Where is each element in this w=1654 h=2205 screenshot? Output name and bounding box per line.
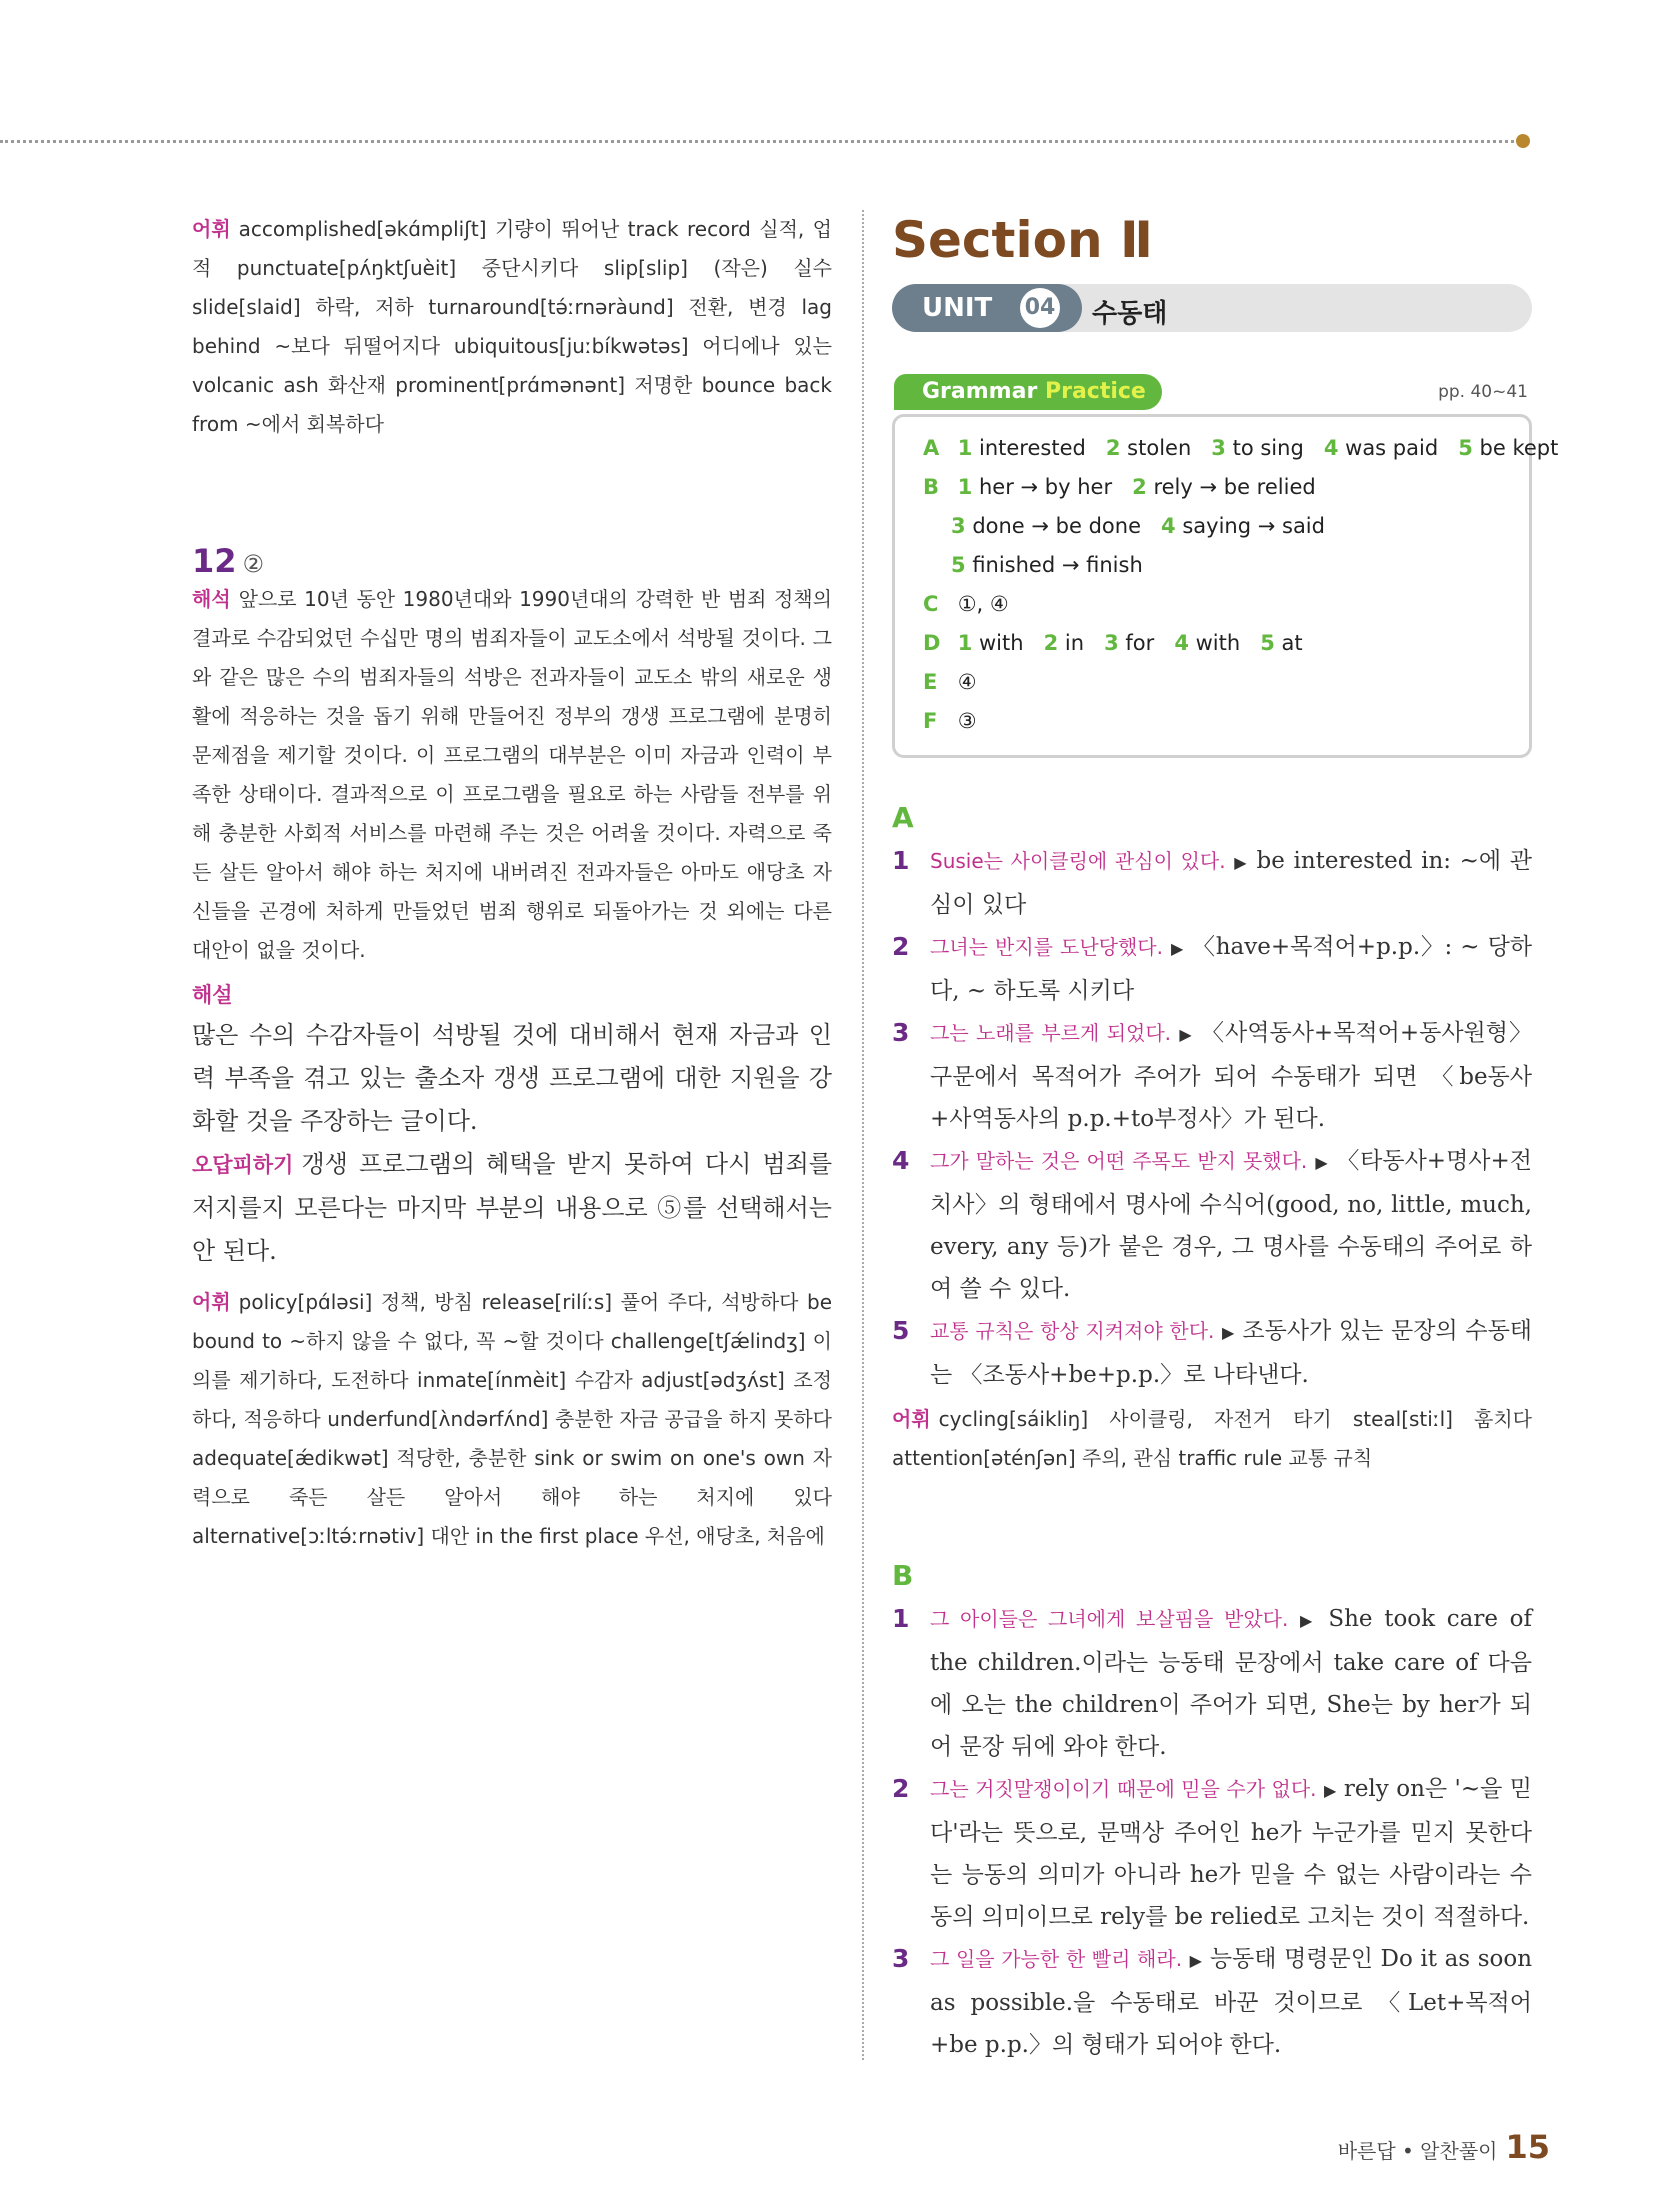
explanation-text: 많은 수의 수감자들이 석방될 것에 대비해서 현재 자금과 인력 부족을 겪고 있는 출소자 갱생 프로그램에 대한 지원을 강화할 것을 주장하는 글이다.	[192, 1021, 832, 1135]
unit-bar	[892, 284, 1532, 332]
part-a-item	[892, 1012, 1532, 1140]
gp-answer: with	[1195, 631, 1241, 655]
part-b-heading: B	[892, 1559, 914, 1592]
part-a-item	[892, 840, 1532, 926]
gp-num: 3	[1104, 631, 1119, 655]
avoid-text: 갱생 프로그램의 혜택을 받지 못하여 다시 범죄를 저지를지 모른다는 마지막 부분의 내용으로 ⑤를 선택해서는 안 된다.	[192, 1150, 832, 1265]
item-korean: 그녀는 반지를 도난당했다.	[930, 935, 1163, 959]
gp-letter: C	[923, 592, 939, 616]
item-number: 2	[892, 932, 910, 961]
gp-num: 4	[1161, 514, 1176, 538]
item-explanation: 〈타동사+명사+전치사〉의 형태에서 명사에 수식어(good, no, little, much, every, any 등)가 붙은 경우, 그 명사를 수동태의 주어로 하여 쓸 수 있다.	[930, 1148, 1532, 1302]
item-korean: 그 아이들은 그녀에게 보살핌을 받았다.	[930, 1607, 1289, 1631]
part-b-item	[892, 1938, 1532, 2066]
item-explanation: rely on은 '~을 믿다'라는 뜻으로, 문맥상 주어인 he가 누군가를 믿지 못한다는 능동의 의미가 아니라 he가 믿을 수 없는 사람이라는 수동의 의미이므로 rely를 be relied로 고치는 것이 적절하다.	[930, 1776, 1532, 1930]
item-number: 3	[892, 1944, 910, 1973]
part-b-item	[892, 1598, 1532, 1768]
gp-answer: finished → finish	[972, 553, 1143, 577]
gp-num: 1	[957, 436, 973, 460]
gp-answer: rely → be relied	[1153, 475, 1316, 499]
grammar-practice-pages: pp. 40~41	[1438, 382, 1528, 402]
item-explanation: 능동태 명령문인 Do it as soon as possible.을 수동태로 바꾼 것이므로 〈Let+목적어+be p.p.〉의 형태가 되어야 한다.	[930, 1946, 1533, 2058]
item-explanation: 조동사가 있는 문장의 수동태는 〈조동사+be+p.p.〉로 나타낸다.	[930, 1318, 1533, 1388]
vocab-label-2: 어휘	[192, 1290, 231, 1314]
gp-num: 2	[1105, 436, 1121, 460]
gp-num: 3	[951, 514, 966, 538]
unit-title: 수동태	[1092, 299, 1168, 329]
triangle-icon: ▶	[1234, 853, 1248, 872]
question-12-header	[192, 542, 832, 580]
gp-answer: interested	[979, 436, 1086, 460]
gp-answer: ①, ④	[957, 592, 1009, 616]
gp-row-b3	[923, 546, 1507, 585]
item-korean: 그는 거짓말쟁이이기 때문에 믿을 수가 없다.	[930, 1777, 1317, 1801]
vocab-text: accomplished[əkɑ́mpliʃt] 기량이 뛰어난 track record 실적, 업적 punctuate[pʌ́ŋktʃuèit] 중단시키다 slip[slip] (작은) 실수 slide[slaid] 하락, 저하 turnaround[tə́ːrnəràund] 전환, 변경 lag behind ~보다 뒤떨어지다 ubiquitous[juːbíkwətəs] 어디에나 있는 volcanic ash 화산재 prominent[prɑ́mənənt] 저명한 bounce back from ~에서 회복하다	[192, 217, 832, 436]
question-answer: ②	[242, 550, 265, 578]
explanation-label: 해설	[192, 983, 233, 1007]
gp-num: 2	[1132, 475, 1147, 499]
item-explanation: 〈사역동사+목적어+동사원형〉 구문에서 목적어가 주어가 되어 수동태가 되면 〈be동사+사역동사의 p.p.+to부정사〉가 된다.	[930, 1020, 1533, 1132]
gp-row-b	[923, 468, 1507, 507]
gp-answer: saying → said	[1182, 514, 1325, 538]
part-a-item	[892, 926, 1532, 1012]
gp-num: 4	[1174, 631, 1189, 655]
item-number: 2	[892, 1774, 910, 1803]
gp-row-f	[923, 702, 1507, 741]
page-number: 15	[1505, 2128, 1550, 2166]
gp-row-d	[923, 624, 1507, 663]
column-divider	[862, 210, 864, 2060]
translation-label: 해석	[192, 587, 231, 611]
gp-answer: ③	[957, 709, 977, 733]
item-korean: 그 일을 가능한 한 빨리 해라.	[930, 1947, 1183, 1971]
gp-answer: ④	[957, 670, 977, 694]
gp-num: 4	[1323, 436, 1339, 460]
gp-answer: her → by her	[979, 475, 1113, 499]
gp-row-e	[923, 663, 1507, 702]
gp-letter: E	[923, 670, 938, 694]
gp-num: 5	[951, 553, 966, 577]
footer-label: 바른답 • 알찬풀이	[1337, 2139, 1498, 2163]
translation-text: 앞으로 10년 동안 1980년대와 1990년대의 강력한 반 범죄 정책의 결과로 수감되었던 수십만 명의 범죄자들이 교도소에서 석방될 것이다. 그와 같은 많은 수의 범죄자들의 석방은 전과자들이 교도소 밖의 새로운 생활에 적응하는 것을 돕기 위해 만들어진 정부의 갱생 프로그램에 분명히 문제점을 제기할 것이다. 이 프로그램의 대부분은 이미 자금과 인력이 부족한 상태이다. 결과적으로 이 프로그램을 필요로 하는 사람들 전부를 위해 충분한 사회적 서비스를 마련해 주는 것은 어려울 것이다. 자력으로 죽든 살든 알아서 해야 하는 처지에 내버려진 전과자들은 아마도 애당초 자신들을 곤경에 처하게 만들었던 범죄 행위로 되돌아가는 것 외에는 다른 대안이 없을 것이다.	[192, 587, 832, 962]
page-footer	[1338, 2128, 1550, 2166]
gp-answer: for	[1125, 631, 1155, 655]
gp-answer: to sing	[1232, 436, 1304, 460]
part-a-item	[892, 1310, 1532, 1396]
triangle-icon: ▶	[1315, 1153, 1329, 1172]
gp-letter: B	[923, 475, 940, 499]
part-a-vocab-text: cycling[sáikliŋ] 사이클링, 자전거 타기 steal[stiːl] 훔치다 attention[əténʃən] 주의, 관심 traffic rule 교통 규칙	[892, 1407, 1532, 1470]
gp-row-c	[923, 585, 1507, 624]
gp-answer: at	[1281, 631, 1303, 655]
triangle-icon: ▶	[1179, 1025, 1193, 1044]
part-b-item	[892, 1768, 1532, 1938]
gp-num: 3	[1211, 436, 1226, 460]
item-korean: 그는 노래를 부르게 되었다.	[930, 1021, 1172, 1045]
top-dotted-rule	[0, 140, 1520, 143]
unit-number: 04	[1020, 288, 1060, 328]
vocab-text-2: policy[pɑ́ləsi] 정책, 방침 release[rilíːs] 풀어 주다, 석방하다 be bound to ~하지 않을 수 없다, 꼭 ~할 것이다 challenge[tʃǽlindʒ] 이의를 제기하다, 도전하다 inmate[ínmèit] 수감자 adjust[ədʒʌ́st] 조정하다, 적응하다 underfund[ʌ̀ndərfʌ́nd] 충분한 자금 공급을 하지 못하다 adequate[ǽdikwət] 적당한, 충분한 sink or swim on one's own 자력으로 죽든 살든 알아서 해야 하는 처지에 있다 alternative[ɔːltə́ːrnətiv] 대안 in the first place 우선, 애당초, 처음에	[192, 1290, 832, 1548]
gp-word-2: Practice	[1044, 379, 1146, 404]
item-korean: 교통 규칙은 항상 지켜져야 한다.	[930, 1319, 1215, 1343]
gp-row-a	[923, 429, 1559, 468]
gp-answer: in	[1064, 631, 1085, 655]
item-explanation: be interested in: ~에 관심이 있다	[930, 848, 1533, 918]
triangle-icon: ▶	[1300, 1611, 1317, 1630]
gp-num: 5	[1260, 631, 1275, 655]
triangle-icon: ▶	[1189, 1951, 1203, 1970]
part-a-heading: A	[892, 801, 914, 834]
translation-block	[192, 580, 832, 970]
gp-letter: A	[923, 436, 940, 460]
gp-answer: be kept	[1479, 436, 1559, 460]
grammar-practice-box	[892, 414, 1559, 758]
gp-letter: D	[923, 631, 941, 655]
gp-num: 1	[957, 631, 973, 655]
vocab-label: 어휘	[192, 217, 231, 241]
avoid-label: 오답피하기	[192, 1153, 294, 1177]
triangle-icon: ▶	[1171, 939, 1185, 958]
gp-word-1: Grammar	[922, 379, 1038, 404]
item-number: 4	[892, 1146, 910, 1175]
gp-answer: with	[979, 631, 1024, 655]
item-korean: 그가 말하는 것은 어떤 주목도 받지 못했다.	[930, 1149, 1308, 1173]
gp-num: 5	[1458, 436, 1473, 460]
item-number: 3	[892, 1018, 910, 1047]
part-a-item	[892, 1140, 1532, 1310]
gp-row-b2	[923, 507, 1507, 546]
item-explanation: She took care of the children.이라는 능동태 문장에서 take care of 다음에 오는 the children이 주어가 되면, She는 by her가 되어 문장 뒤에 와야 한다.	[930, 1606, 1532, 1760]
item-explanation: 〈have+목적어+p.p.〉: ~ 당하다, ~ 하도록 시키다	[930, 934, 1533, 1004]
right-column	[892, 210, 1559, 2066]
left-column	[192, 210, 832, 1556]
gp-num: 2	[1043, 631, 1059, 655]
top-rule-dot	[1516, 134, 1530, 148]
grammar-practice-header	[892, 374, 1532, 414]
triangle-icon: ▶	[1222, 1323, 1235, 1342]
section-title: Section Ⅱ	[892, 211, 1153, 269]
gp-answer: stolen	[1127, 436, 1192, 460]
avoid-block	[192, 1143, 832, 1273]
vocab-block-1	[192, 210, 832, 444]
gp-answer: done → be done	[972, 514, 1141, 538]
part-a-vocab	[892, 1400, 1532, 1478]
gp-answer: was paid	[1345, 436, 1439, 460]
item-number: 1	[892, 1604, 910, 1633]
question-number: 12	[192, 542, 237, 580]
gp-letter: F	[923, 709, 938, 733]
vocab-block-2	[192, 1283, 832, 1556]
item-number: 1	[892, 846, 910, 875]
item-korean: Susie는 사이클링에 관심이 있다.	[930, 849, 1226, 873]
item-number: 5	[892, 1316, 910, 1345]
vocab-label-3: 어휘	[892, 1407, 931, 1431]
gp-num: 1	[957, 475, 973, 499]
grammar-practice-tab	[894, 374, 1162, 410]
triangle-icon: ▶	[1323, 1781, 1337, 1800]
unit-word: UNIT	[922, 293, 993, 323]
